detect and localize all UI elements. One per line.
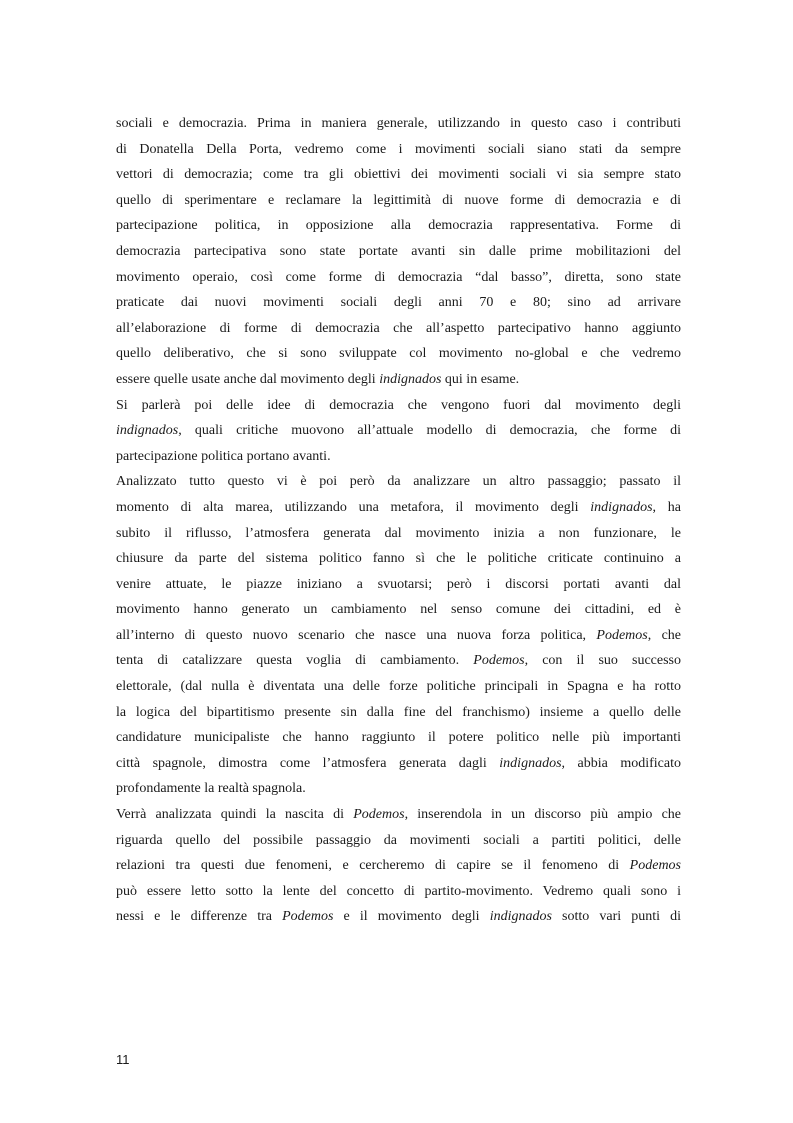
text-line: venire attuate, le piazze iniziano a svuotarsi; però i discorsi portati avanti dal <box>116 576 681 592</box>
italic-term: indignados <box>489 909 552 925</box>
text-line: quello deliberativo, che si sono sviluppate col movimento no-global e che vedremo <box>116 346 681 362</box>
text-line: città spagnole, dimostra come l’atmosfera generata dagli indignados, abbia modificato <box>116 755 681 771</box>
text-line: movimento hanno generato un cambiamento nel senso comune dei cittadini, ed è <box>116 602 681 618</box>
text-line: partecipazione politica, in opposizione alla democrazia rappresentativa. Forme di <box>116 218 681 234</box>
body-text <box>116 111 681 930</box>
text-line: indignados, quali critiche muovono all’attuale modello di democrazia, che forme di <box>116 423 681 439</box>
text-line: candidature municipaliste che hanno raggiunto il potere politico nelle più importanti <box>116 730 681 746</box>
italic-term: Podemos <box>282 909 334 925</box>
text-line: vettori di democrazia; come tra gli obiettivi dei movimenti sociali vi sia sempre stato <box>116 167 681 183</box>
page-number: 11 <box>116 1052 130 1067</box>
text-line: chiusure da parte del sistema politico fanno sì che le politiche criticate continuino a <box>116 551 681 567</box>
italic-term: indignados <box>499 755 562 771</box>
text-line: elettorale, (dal nulla è diventata una delle forze politiche principali in Spagna e ha rotto <box>116 679 681 695</box>
text-line: relazioni tra questi due fenomeni, e cercheremo di capire se il fenomeno di Podemos <box>116 858 681 874</box>
text-line: riguarda quello del possibile passaggio da movimenti sociali a partiti politici, delle <box>116 832 681 848</box>
text-line: all’elaborazione di forme di democrazia che all’aspetto partecipativo hanno aggiunto <box>116 320 681 336</box>
italic-term: indignados <box>379 371 442 387</box>
text-line: tenta di catalizzare questa voglia di cambiamento. Podemos, con il suo successo <box>116 653 681 669</box>
text-line: partecipazione politica portano avanti. <box>116 448 331 464</box>
text-line: movimento operaio, così come forme di democrazia “dal basso”, diretta, sono state <box>116 269 681 285</box>
paragraph <box>116 111 681 393</box>
text-line: Analizzato tutto questo vi è poi però da analizzare un altro passaggio; passato il <box>116 474 681 490</box>
paragraph <box>116 802 681 930</box>
text-line: quello di sperimentare e reclamare la legittimità di nuove forme di democrazia e di <box>116 192 681 208</box>
text-line: Verrà analizzata quindi la nascita di Podemos, inserendola in un discorso più ampio che <box>116 807 681 823</box>
text-line: può essere letto sotto la lente del concetto di partito-movimento. Vedremo quali sono i <box>116 883 681 899</box>
text-line: praticate dai nuovi movimenti sociali degli anni 70 e 80; sino ad arrivare <box>116 295 681 311</box>
italic-term: indignados <box>116 423 179 439</box>
text-line: la logica del bipartitismo presente sin dalla fine del franchismo) insieme a quello delle <box>116 704 681 720</box>
text-line: democrazia partecipativa sono state portate avanti sin dalle prime mobilitazioni del <box>116 243 681 259</box>
italic-term: Podemos <box>629 858 681 874</box>
text-line: di Donatella Della Porta, vedremo come i movimenti sociali siano stati da sempre <box>116 141 681 157</box>
text-line: all’interno di questo nuovo scenario che nasce una nuova forza politica, Podemos, che <box>116 627 681 643</box>
italic-term: indignados <box>590 499 653 515</box>
italic-term: Podemos <box>473 653 525 669</box>
text-line: Si parlerà poi delle idee di democrazia che vengono fuori dal movimento degli <box>116 397 681 413</box>
italic-term: Podemos <box>596 627 648 643</box>
text-line: subito il riflusso, l’atmosfera generata dal movimento inizia a non funzionare, le <box>116 525 681 541</box>
paragraph <box>116 393 681 470</box>
paragraph <box>116 469 681 802</box>
text-line: momento di alta marea, utilizzando una metafora, il movimento degli indignados, ha <box>116 499 681 515</box>
italic-term: Podemos <box>353 807 405 823</box>
text-line: profondamente la realtà spagnola. <box>116 781 306 797</box>
text-line: sociali e democrazia. Prima in maniera generale, utilizzando in questo caso i contributi <box>116 116 681 131</box>
text-line: essere quelle usate anche dal movimento degli indignados qui in esame. <box>116 371 520 387</box>
text-line: nessi e le differenze tra Podemos e il movimento degli indignados sotto vari punti di <box>116 909 681 925</box>
